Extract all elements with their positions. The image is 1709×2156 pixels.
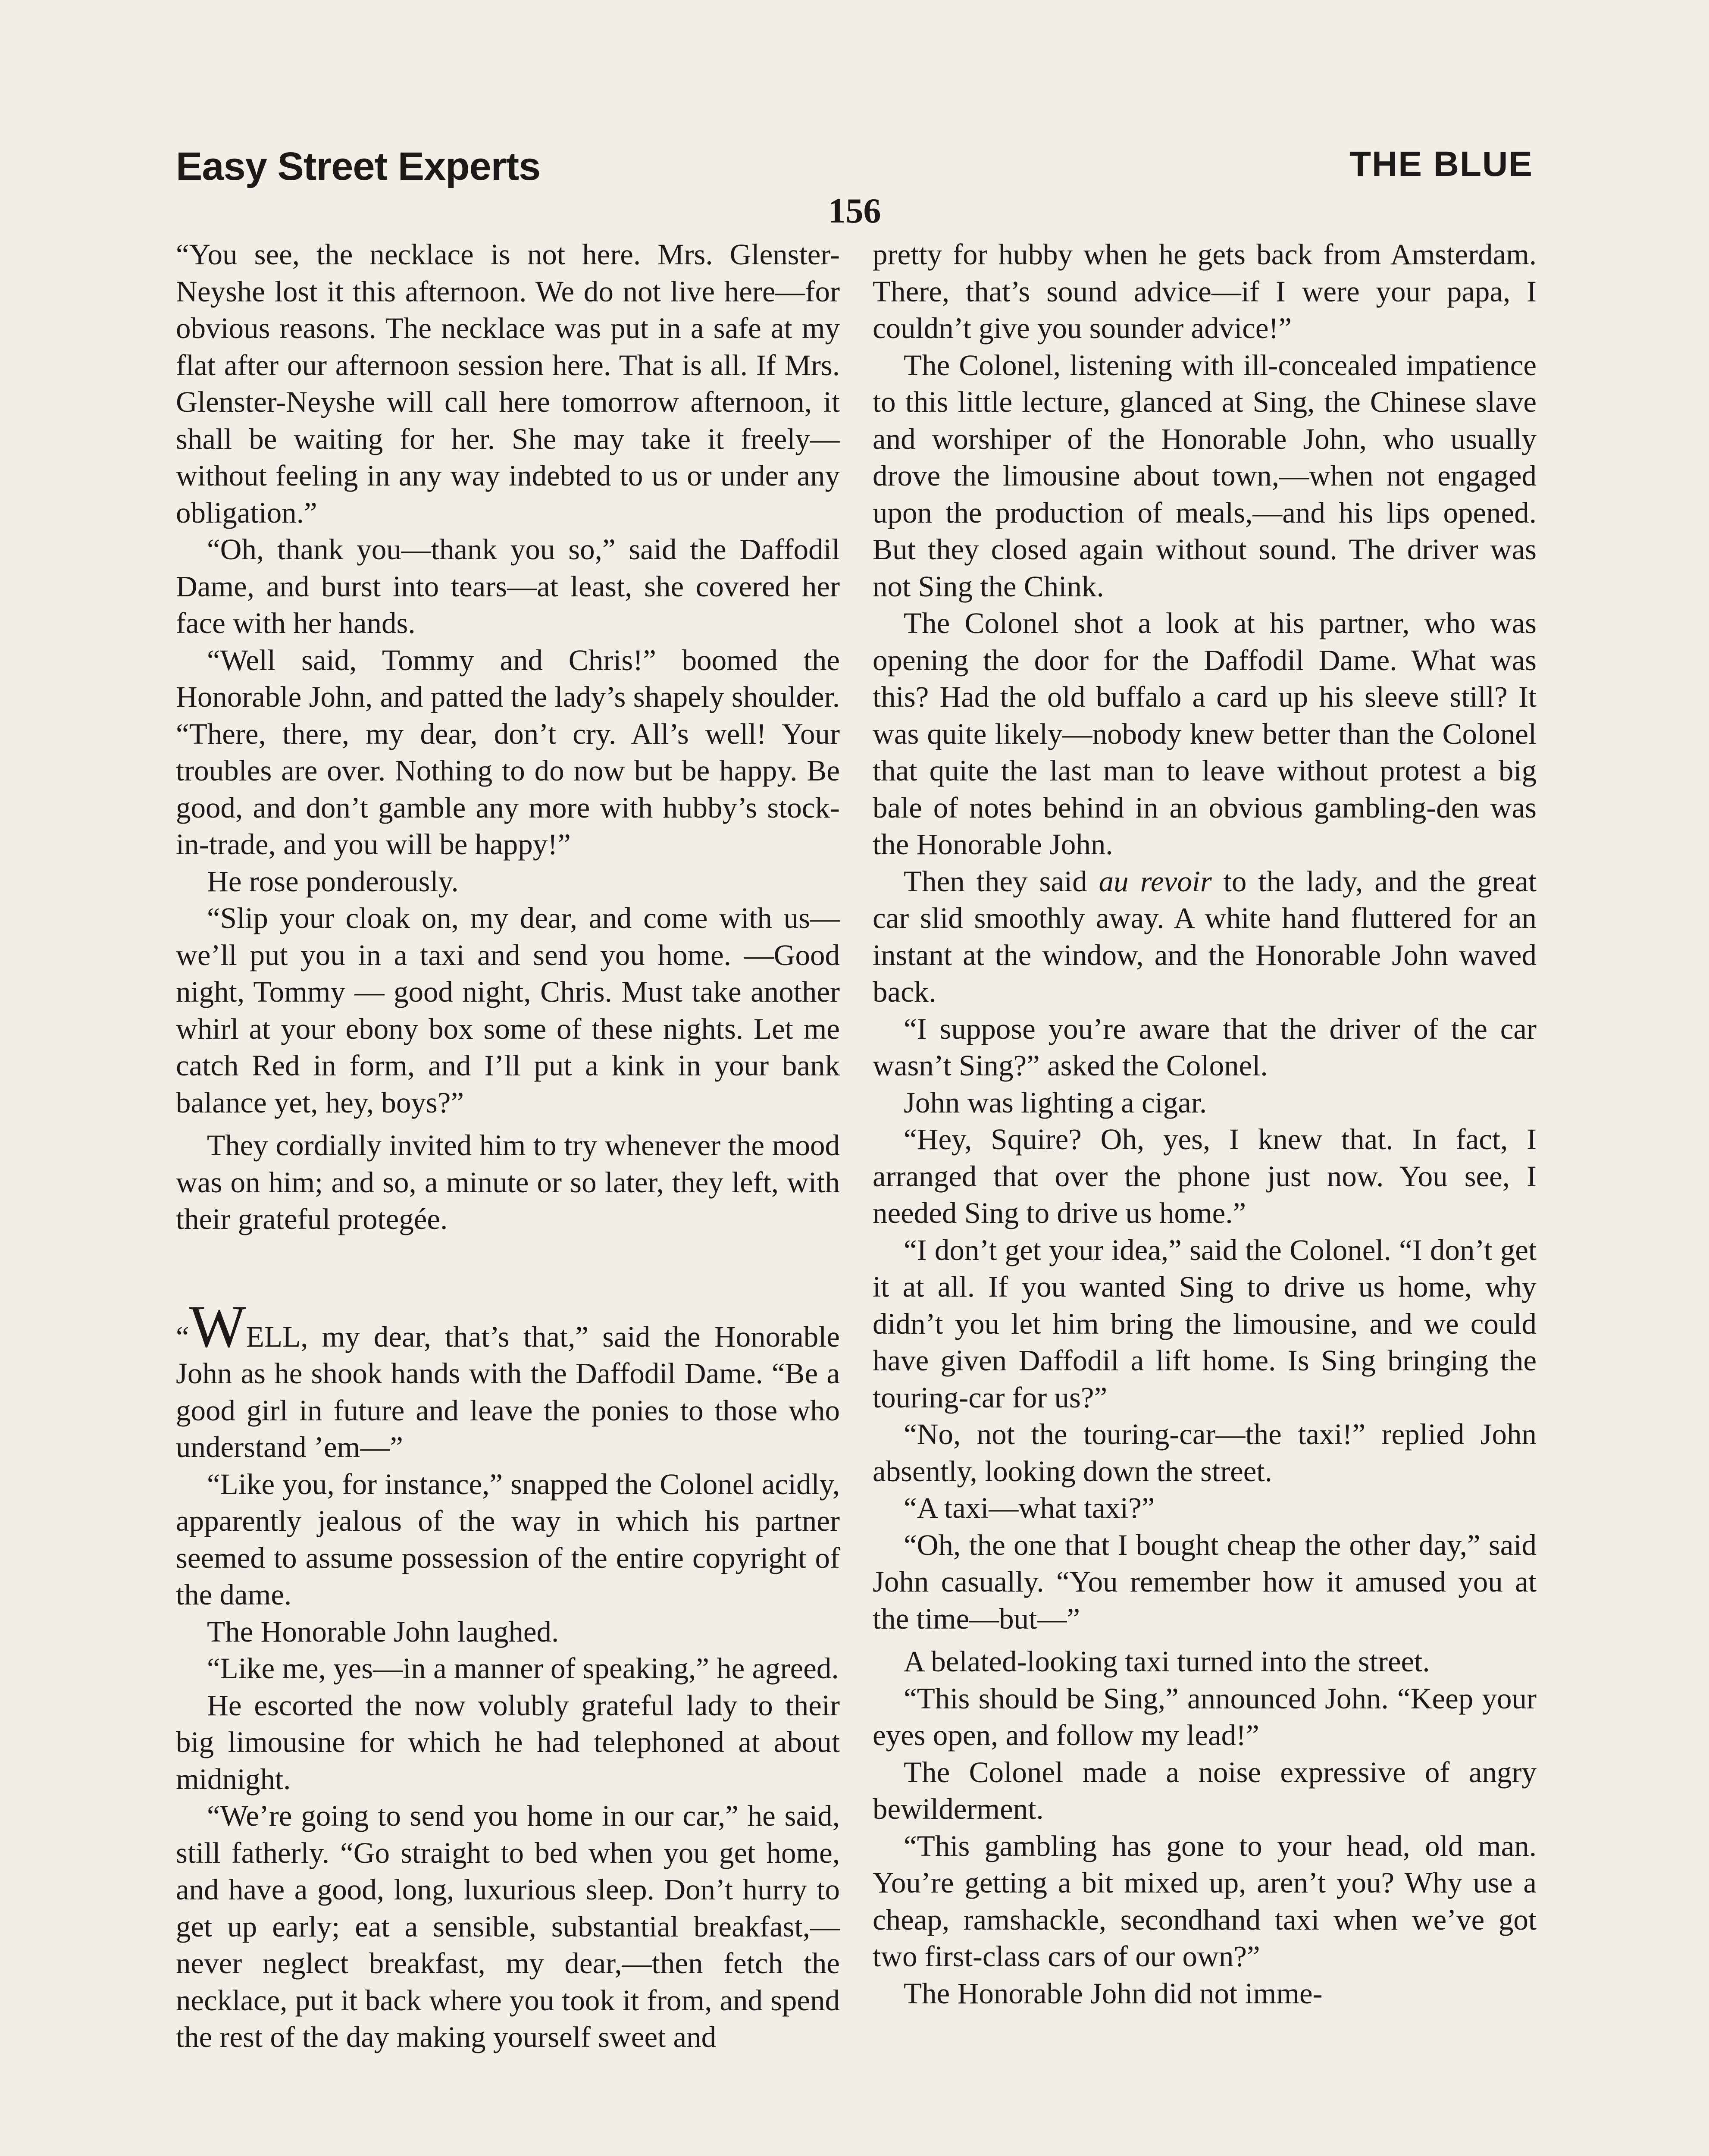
paragraph: The Colonel, listening with ill-concealed impatience to this little lecture, glanced at Sing, the Chinese slave and worshiper of the Honorable John, who usually drove the limousine about town,—when not engaged upon the production of meals,—and his lips opened. But they closed again without sound. The driver was not Sing the Chink. [873, 348, 1537, 603]
page-number: 156 [828, 191, 881, 230]
paragraph [873, 863, 1537, 1011]
paragraph: “A taxi—what taxi?” [904, 1492, 1155, 1524]
paragraph: “No, not the touring-car—the taxi!” replied John absently, looking down the street. [873, 1418, 1537, 1488]
running-title: Easy Street Experts [176, 144, 541, 188]
paragraph: A belated-looking taxi turned into the street. [904, 1645, 1430, 1678]
paragraph: “This should be Sing,” announced John. “Keep your eyes open, and follow my lead!” [873, 1682, 1537, 1752]
opening-quote: “ [176, 1320, 189, 1353]
paragraph: “I suppose you’re aware that the driver of the car wasn’t Sing?” asked the Colonel. [873, 1012, 1537, 1082]
paragraph: “This gambling has gone to your head, old man. You’re getting a bit mixed up, aren’t you? Why use a cheap, ramshackle, secondhand taxi when we’ve got two first-class cars of our own?” [873, 1829, 1537, 1973]
paragraph: pretty for hubby when he gets back from Amsterdam. There, that’s sound advice—if I were your papa, I couldn’t give you sounder advice!” [873, 238, 1537, 345]
paragraph: “Oh, thank you—thank you so,” said the Daffodil Dame, and burst into tears—at least, she covered her face with her hands. [176, 533, 840, 639]
paragraph: “Slip your cloak on, my dear, and come with us—we’ll put you in a taxi and send you home. —Good night, Tommy — good night, Chris. Must take another whirl at your ebony box some of these nights. Let me catch Red in form, and I’ll put a kink in your bank balance yet, hey, boys?” [176, 902, 840, 1119]
text-run: to the lady, and the great car slid smoothly away. A white hand fluttered for an instant at the window, and the Honorable John waved back. [873, 865, 1537, 1008]
paragraph: “Hey, Squire? Oh, yes, I knew that. In fact, I arranged that over the phone just now. You see, I needed Sing to drive us home.” [873, 1123, 1537, 1229]
paragraph: The Colonel shot a look at his partner, who was opening the door for the Daffodil Dame. What was this? Had the old buffalo a card up his sleeve still? It was quite likely—nobody knew better than the Colonel that quite the last man to leave without protest a big bale of notes behind in an obvious gambling-den was the Honorable John. [873, 607, 1537, 861]
paragraph: He escorted the now volubly grateful lady to their big limousine for which he had telephoned at about midnight. [176, 1689, 840, 1796]
paragraph: He rose ponderously. [207, 865, 459, 898]
paragraph: “Oh, the one that I bought cheap the other day,” said John casually. “You remember how it amused you at the time—but—” [873, 1528, 1537, 1635]
paragraph: “I don’t get your idea,” said the Colonel. “I don’t get it at all. If you wanted Sing to drive us home, why didn’t you let him bring the limousine, and we could have given Daffodil a lift home. Is Sing bringing the touring-car for us?” [873, 1233, 1537, 1414]
paragraph: The Honorable John laughed. [207, 1615, 559, 1648]
paragraph: “You see, the necklace is not here. Mrs. Glenster-Neyshe lost it this afternoon. We do not live here—for obvious reasons. The necklace was put in a safe at my flat after our afternoon session here. That is all. If Mrs. Glenster-Neyshe will call here tomorrow afternoon, it shall be waiting for her. She may take it freely—without feeling in any way indebted to us or under any obligation.” [176, 238, 840, 529]
paragraph: “Well said, Tommy and Chris!” boomed the Honorable John, and patted the lady’s shapely shoulder. “There, there, my dear, don’t cry. All’s well! Your troubles are over. Nothing to do now but be happy. Be good, and don’t gamble any more with hubby’s stock-in-trade, and you will be happy!” [176, 643, 840, 861]
paragraph: John was lighting a cigar. [904, 1086, 1207, 1119]
paragraph: “We’re going to send you home in our car,” he said, still fatherly. “Go straight to bed when you get home, and have a good, long, luxurious sleep. Don’t hurry to get up early; eat a sensible, substantial breakfast,—never neglect breakfast, my dear,—then fetch the necklace, put it back where you took it from, and spend the rest of the day making yourself sweet and [176, 1799, 840, 2053]
drop-cap-letter: W [189, 1293, 246, 1360]
text-run: Then they said [904, 865, 1099, 898]
paragraph: “Like me, yes—in a manner of speaking,” he agreed. [207, 1652, 839, 1685]
paragraph: The Colonel made a noise expressive of angry bewilderment. [873, 1755, 1537, 1825]
paragraph: “Like you, for instance,” snapped the Colonel acidly, apparently jealous of the way in which his partner seemed to assume possession of the entire copyright of the dame. [176, 1467, 840, 1611]
left-text-column [176, 236, 840, 2056]
magazine-section-title: THE BLUE [1349, 144, 1533, 184]
right-text-column [873, 236, 1537, 2012]
paragraph: They cordially invited him to try whenever the mood was on him; and so, a minute or so later, they left, with their grateful protegée. [176, 1129, 840, 1235]
opening-paragraph-text: ELL, my dear, that’s that,” said the Honorable John as he shook hands with the Daffodil Dame. “Be a good girl in future and leave the ponies to those who understand ’em—” [176, 1320, 840, 1463]
italic-phrase: au revoir [1099, 865, 1212, 898]
paragraph: The Honorable John did not imme- [904, 1977, 1323, 2010]
section-opening-paragraph [176, 1293, 840, 1466]
